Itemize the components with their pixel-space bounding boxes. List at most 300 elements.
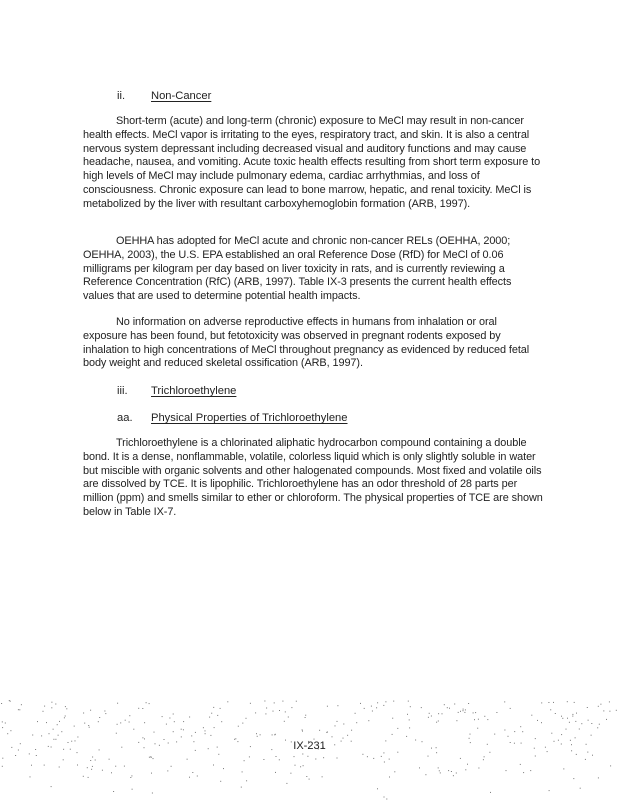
speckle — [92, 766, 93, 767]
speckle — [244, 760, 245, 761]
speckle — [2, 721, 3, 722]
speckle — [220, 708, 221, 709]
speckle — [272, 734, 273, 735]
speckle — [447, 707, 448, 708]
speckle — [227, 701, 228, 702]
speckle — [579, 729, 580, 730]
speckle — [562, 718, 563, 719]
speckle — [183, 721, 184, 722]
speckle — [364, 708, 365, 709]
speckle — [197, 776, 198, 777]
speckle — [32, 735, 33, 736]
speckle — [376, 707, 377, 708]
speckle — [29, 753, 30, 754]
speckle — [456, 773, 457, 774]
speckle — [335, 725, 336, 726]
speckle — [484, 716, 485, 717]
speckle — [241, 787, 242, 788]
speckle — [129, 715, 130, 716]
speckle — [306, 776, 307, 777]
speckle — [522, 731, 523, 732]
speckle — [146, 702, 147, 703]
speckle — [192, 772, 193, 773]
paragraph-tce-description: Trichloroethylene is a chlorinated aliphatic hydrocarbon compound containing a double bond. It is a dense, nonflammable, volatile, colorless liquid which is only slightly soluble in water but miscible with organic solvents and other halogenated compounds. Most fixed and volatile oils are dissolved by TCE. It is lipophilic. Trichloroethylene has an odor threshold of 28 parts per million (ppm) and smells similar to ether or chloroform. The physical properties of TCE are shown below in Table IX-7. — [83, 437, 543, 518]
speckle — [610, 765, 611, 766]
speckle — [453, 775, 454, 776]
speckle — [89, 727, 90, 728]
speckle — [295, 765, 296, 766]
speckle — [465, 709, 466, 710]
speckle — [406, 736, 407, 737]
speckle — [288, 717, 289, 718]
speckle — [181, 729, 182, 730]
speckle — [510, 708, 511, 709]
speckle — [392, 718, 393, 719]
speckle — [438, 721, 439, 722]
speckle — [425, 774, 426, 775]
speckle — [305, 715, 306, 716]
speckle — [57, 724, 58, 725]
speckle — [561, 716, 562, 717]
speckle — [173, 731, 174, 732]
speckle — [169, 718, 170, 719]
speckle — [36, 755, 37, 756]
speckle — [373, 758, 374, 759]
speckle — [523, 772, 524, 773]
speckle — [279, 759, 280, 760]
speckle — [171, 766, 172, 767]
speckle — [242, 771, 243, 772]
speckle — [2, 758, 3, 759]
speckle — [504, 701, 505, 702]
speckle — [111, 772, 112, 773]
speckle — [553, 702, 554, 703]
speckle — [88, 725, 89, 726]
speckle — [591, 735, 592, 736]
speckle — [436, 752, 437, 753]
speckle — [275, 772, 276, 773]
speckle — [465, 769, 466, 770]
speckle — [296, 701, 297, 702]
speckle — [428, 756, 429, 757]
speckle — [440, 772, 441, 773]
speckle — [563, 768, 564, 769]
speckle — [428, 717, 429, 718]
speckle — [221, 721, 222, 722]
speckle — [66, 708, 67, 709]
speckle — [291, 707, 292, 708]
speckle — [469, 738, 470, 739]
speckle — [597, 727, 598, 728]
speckle — [343, 724, 344, 725]
speckle — [282, 701, 283, 702]
speckle — [51, 707, 52, 708]
speckle — [477, 728, 478, 729]
speckle — [44, 706, 45, 707]
speckle — [285, 711, 286, 712]
speckle — [144, 722, 145, 723]
speckle — [41, 735, 42, 736]
speckle — [125, 720, 126, 721]
speckle — [332, 736, 333, 737]
speckle — [592, 755, 593, 756]
speckle — [337, 721, 338, 722]
speckle — [255, 712, 256, 713]
speckle — [213, 707, 214, 708]
speckle — [284, 721, 285, 722]
speckle — [10, 730, 11, 731]
speckle — [599, 724, 600, 725]
speckle — [494, 734, 495, 735]
speckle — [74, 726, 75, 727]
speckle — [181, 736, 182, 737]
speckle — [65, 706, 66, 707]
speckle — [152, 793, 153, 794]
speckle — [302, 731, 303, 732]
speckle — [302, 754, 303, 755]
speckle — [138, 708, 139, 709]
speckle — [381, 756, 382, 757]
speckle — [421, 707, 422, 708]
speckle — [355, 713, 356, 714]
speckle — [394, 771, 395, 772]
section-number: iii. — [117, 385, 128, 397]
speckle — [162, 716, 163, 717]
speckle — [409, 727, 410, 728]
speckle — [490, 792, 491, 793]
speckle — [356, 722, 357, 723]
speckle — [154, 732, 155, 733]
speckle — [211, 713, 212, 714]
speckle — [439, 770, 440, 771]
page-number: IX-231 — [293, 740, 326, 752]
speckle — [410, 706, 411, 707]
paragraph-reproductive-effects: No information on adverse reproductive effects in humans from inhalation or oral exposure has been found, but fetotoxicity was observed in pregnant rodents exposed by inhalation to high concentrations of MeCl throughout pregnancy as evidenced by reduced fetal body weight and reduced skeletal ossification (ARB, 1997). — [83, 316, 530, 370]
speckle — [167, 770, 168, 771]
speckle — [372, 711, 373, 712]
speckle — [384, 762, 385, 763]
speckle — [603, 710, 604, 711]
speckle — [300, 766, 301, 767]
speckle — [431, 716, 432, 717]
section-title: Trichloroethylene — [151, 385, 237, 397]
speckle — [5, 723, 6, 724]
speckle — [587, 707, 588, 708]
speckle — [238, 726, 239, 727]
speckle — [92, 757, 93, 758]
speckle — [408, 701, 409, 702]
speckle — [173, 714, 174, 715]
speckle — [174, 721, 175, 722]
speckle — [95, 760, 96, 761]
speckle — [51, 702, 52, 703]
speckle — [129, 722, 130, 723]
speckle — [131, 775, 132, 776]
speckle — [377, 788, 378, 789]
speckle — [19, 709, 20, 710]
speckle — [367, 756, 368, 757]
speckle — [150, 756, 151, 757]
speckle — [572, 714, 573, 715]
speckle — [46, 722, 47, 723]
speckle — [218, 754, 219, 755]
speckle — [362, 754, 363, 755]
speckle — [541, 722, 542, 723]
speckle — [286, 783, 287, 784]
paragraph-non-cancer-effects: Short-term (acute) and long-term (chronic) exposure to MeCl may result in non-cancer health effects. MeCl vapor is irritating to the eyes, respiratory tract, and skin. It is also a central nervous system depressant including decreased visual and auditory functions and may cause headache, nausea, and vomiting. Acute toxic health effects resulting from short term exposure to high levels of MeCl may include pulmonary edema, cardiac arrhythmias, and loss of consciousness. Chronic exposure can lead to bone marrow, hepatic, and renal toxicity. MeCl is metabolized by the liver with resultant carboxyhemoglobin formation (ARB, 1997). — [83, 115, 541, 210]
speckle — [264, 701, 265, 702]
paragraph-oehha-rels: OEHHA has adopted for MeCl acute and chronic non-cancer RELs (OEHHA, 2000; OEHHA, 2003), the U.S. EPA established an oral Reference Dose (RfD) for MeCl of 0.06 milligrams per kilogram per day based on liver toxicity in rats, and is currently reviewing a Reference Concentration (RfC) (ARB, 1997). Table IX-3 presents the current health effects values that are used to determine potential health impacts. — [83, 235, 512, 303]
speckle — [53, 729, 54, 730]
speckle — [616, 710, 617, 711]
speckle — [591, 723, 592, 724]
speckle — [91, 769, 92, 770]
speckle — [467, 764, 468, 765]
speckle — [246, 780, 247, 781]
speckle — [1, 703, 2, 704]
speckle — [487, 719, 488, 720]
speckle — [205, 730, 206, 731]
speckle — [537, 720, 538, 721]
speckle — [49, 733, 50, 734]
speckle — [43, 711, 44, 712]
speckle — [438, 767, 439, 768]
speckle — [84, 723, 85, 724]
speckle — [606, 719, 607, 720]
speckle — [10, 701, 11, 702]
speckle — [383, 752, 384, 753]
speckle — [436, 722, 437, 723]
speckle — [77, 752, 78, 753]
speckle — [506, 770, 507, 771]
speckle — [474, 719, 475, 720]
speckle — [392, 734, 393, 735]
speckle — [385, 701, 386, 702]
speckle — [90, 710, 91, 711]
speckle — [520, 726, 521, 727]
speckle — [213, 765, 214, 766]
speckle — [149, 703, 150, 704]
speckle — [31, 765, 32, 766]
speckle — [337, 758, 338, 759]
speckle — [389, 777, 390, 778]
speckle — [63, 759, 64, 760]
speckle — [187, 759, 188, 760]
speckle — [203, 727, 204, 728]
speckle — [88, 777, 89, 778]
speckle — [120, 722, 121, 723]
speckle — [504, 730, 505, 731]
speckle — [337, 705, 338, 706]
speckle — [117, 703, 118, 704]
speckle — [464, 712, 465, 713]
speckle — [581, 723, 582, 724]
speckle — [442, 713, 443, 714]
speckle — [463, 709, 464, 710]
speckle — [195, 732, 196, 733]
speckle — [574, 702, 575, 703]
speckle — [59, 721, 60, 722]
speckle — [451, 771, 452, 772]
speckle — [458, 712, 459, 713]
speckle — [115, 766, 116, 767]
speckle — [99, 717, 100, 718]
speckle — [266, 708, 267, 709]
speckle — [566, 729, 567, 730]
speckle — [327, 732, 328, 733]
section-title: Non-Cancer — [151, 90, 212, 102]
speckle — [454, 704, 455, 705]
speckle — [580, 788, 581, 789]
speckle — [149, 757, 150, 758]
speckle — [588, 720, 589, 721]
speckle — [449, 708, 450, 709]
speckle — [44, 765, 45, 766]
speckle — [51, 786, 52, 787]
speckle — [598, 777, 599, 778]
speckle — [223, 768, 224, 769]
speckle — [478, 768, 479, 769]
speckle — [531, 715, 532, 716]
speckle — [322, 776, 323, 777]
speckle — [117, 724, 118, 725]
section-title: Physical Properties of Trichloroethylene — [151, 412, 348, 424]
speckle — [294, 756, 295, 757]
speckle — [567, 718, 568, 719]
speckle — [473, 712, 474, 713]
speckle — [132, 789, 133, 790]
speckle — [549, 790, 550, 791]
speckle — [130, 777, 131, 778]
speckle — [438, 713, 439, 714]
speckle — [250, 703, 251, 704]
speckle — [37, 721, 38, 722]
speckle — [274, 734, 275, 735]
speckle — [429, 713, 430, 714]
speckle — [368, 720, 369, 721]
speckle — [105, 713, 106, 714]
speckle — [576, 754, 577, 755]
speckle — [397, 728, 398, 729]
speckle — [470, 734, 471, 735]
speckle — [263, 759, 264, 760]
speckle — [90, 760, 91, 761]
speckle — [407, 714, 408, 715]
speckle — [290, 773, 291, 774]
speckle — [508, 736, 509, 737]
speckle — [343, 738, 344, 739]
speckle — [573, 778, 574, 779]
speckle — [585, 759, 586, 760]
speckle — [548, 702, 549, 703]
speckle — [409, 719, 410, 720]
speckle — [460, 758, 461, 759]
speckle — [419, 767, 420, 768]
speckle — [18, 709, 19, 710]
speckle — [98, 721, 99, 722]
speckle — [87, 767, 88, 768]
speckle — [475, 712, 476, 713]
speckle — [360, 703, 361, 704]
speckle — [61, 731, 62, 732]
speckle — [15, 755, 16, 756]
speckle — [309, 779, 310, 780]
speckle — [2, 766, 3, 767]
speckle — [7, 733, 8, 734]
speckle — [274, 702, 275, 703]
section-number: aa. — [117, 412, 133, 424]
speckle — [384, 797, 385, 798]
speckle — [133, 729, 134, 730]
speckle — [347, 735, 348, 736]
speckle — [327, 706, 328, 707]
speckle — [383, 705, 384, 706]
speckle — [55, 704, 56, 705]
speckle — [30, 776, 31, 777]
speckle — [351, 730, 352, 731]
speckle — [189, 717, 190, 718]
speckle — [484, 756, 485, 757]
speckle — [315, 759, 316, 760]
speckle — [220, 781, 221, 782]
speckle — [102, 770, 103, 771]
speckle — [319, 730, 320, 731]
speckle — [189, 777, 190, 778]
speckle — [246, 718, 247, 719]
section-number: ii. — [117, 90, 126, 102]
speckle — [323, 757, 324, 758]
speckle — [65, 716, 66, 717]
speckle — [21, 704, 22, 705]
speckle — [83, 713, 84, 714]
speckle — [555, 713, 556, 714]
speckle — [279, 710, 280, 711]
speckle — [109, 759, 110, 760]
speckle — [496, 712, 497, 713]
speckle — [575, 721, 576, 722]
speckle — [386, 799, 387, 800]
speckle — [153, 758, 154, 759]
speckle — [520, 764, 521, 765]
speckle — [514, 731, 515, 732]
speckle — [124, 766, 125, 767]
speckle — [468, 703, 469, 704]
speckle — [444, 704, 445, 705]
speckle — [257, 736, 258, 737]
speckle — [389, 759, 390, 760]
speckle — [576, 713, 577, 714]
speckle — [276, 756, 277, 757]
speckle — [2, 727, 3, 728]
speckle — [142, 708, 143, 709]
speckle — [273, 711, 274, 712]
speckle — [205, 733, 206, 734]
speckle — [104, 711, 105, 712]
speckle — [371, 706, 372, 707]
speckle — [456, 720, 457, 721]
speckle — [191, 735, 192, 736]
speckle — [265, 713, 266, 714]
speckle — [307, 756, 308, 757]
speckle — [9, 700, 10, 701]
speckle — [214, 727, 215, 728]
speckle — [478, 719, 479, 720]
speckle — [59, 767, 60, 768]
speckle — [77, 765, 78, 766]
speckle — [460, 711, 461, 712]
speckle — [535, 756, 536, 757]
speckle — [217, 715, 218, 716]
